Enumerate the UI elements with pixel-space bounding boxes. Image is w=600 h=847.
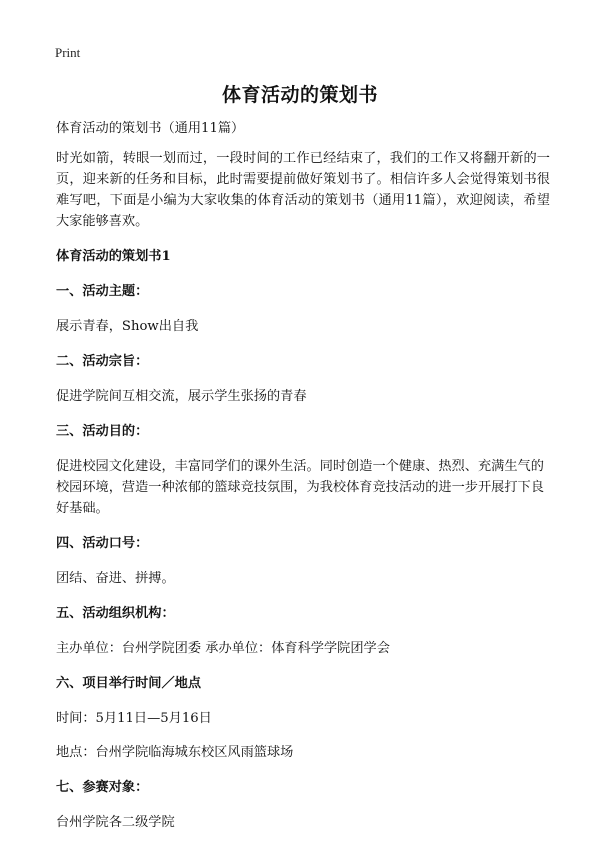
heading-activity-purpose: 二、活动宗旨： (56, 354, 149, 369)
intro-paragraph: 时光如箭，转眼一划而过，一段时间的工作已经结束了，我们的工作又将翻开新的一页，迎来新的任务和目标，此时需要提前做好策划书了。相信许多人会觉得策划书很难写吧，下面是小编为大家收集的体育活动的策划书（通用11篇），欢迎阅读，希望大家能够喜欢。 (56, 151, 550, 229)
event-time-text: 时间：5月11日—5月16日 (56, 711, 212, 726)
document-subtitle: 体育活动的策划书（通用11篇） (56, 121, 245, 136)
document-body (56, 118, 550, 847)
section-title: 体育活动的策划书1 (56, 249, 171, 264)
organization-text: 主办单位：台州学院团委 承办单位：体育科学学院团学会 (56, 641, 390, 656)
heading-participants: 七、参赛对象： (56, 780, 149, 795)
heading-activity-theme: 一、活动主题： (56, 284, 149, 299)
heading-time-location: 六、项目举行时间／地点 (56, 676, 202, 691)
page-title: 体育活动的策划书 (221, 84, 378, 106)
activity-theme-text: 展示青春，Show出自我 (56, 319, 199, 334)
heading-activity-slogan: 四、活动口号： (56, 536, 149, 551)
activity-goal-text: 促进校园文化建设，丰富同学们的课外生活。同时创造一个健康、热烈、充满生气的校园环境，营造一种浓郁的篮球竞技氛围，为我校体育竞技活动的进一步开展打下良好基础。 (56, 459, 544, 516)
heading-activity-goal: 三、活动目的： (56, 424, 149, 439)
print-link[interactable]: Print (55, 45, 81, 60)
heading-organization: 五、活动组织机构： (56, 606, 175, 621)
activity-purpose-text: 促进学院间互相交流，展示学生张扬的青春 (56, 389, 307, 404)
activity-slogan-text: 团结、奋进、拼搏。 (56, 571, 175, 586)
event-location-text: 地点：台州学院临海城东校区风雨篮球场 (56, 745, 294, 760)
participants-text: 台州学院各二级学院 (56, 815, 175, 830)
